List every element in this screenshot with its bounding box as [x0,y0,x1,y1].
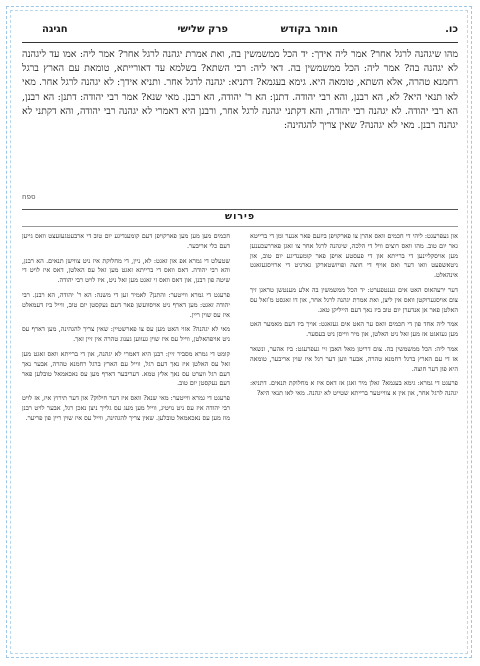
page-header [22,24,458,40]
commentary-paragraph: דער ירעהאוס האט אים גענטפערט: יד הכל ממשמשין בה אלע מענטשן טראגן זיך צום אויסגערוקטן וואס אין ליצן, ואת אמרת יגהנה לרגל אחר, און דו זאגסט מ'זאל עס האלטן פאר אן אנדערן יום טוב ביז נאך דעם הייליקן טאג. [250,285,458,314]
commentary-paragraph: קומט די גמרא מסביר זיין: רבנן היא דאמרי לא יגהנה, און די ברייתא וואס זאגט מען זאל עס האלטן איז נאך דעם רגל, ווייל עם הארץ ברגל רחמנא טהרה, אבער נאך דעם רגל ווערט עס נאך אלץ טמא. דעריבער דארף מען עס נאכאמאל טובלען פאר דעם נעקסטן יום טוב. [22,349,230,388]
perek-label: פרק שלישי [177,24,228,35]
mishnah-text: מהו שיגהנה לרגל אחר? אמר ליה אידך: יד הכל ממשמשין בה, ואת אמרת יגהנה לרגל אחר? אמר ליה: אמו עד ליגהנה לא יגהנה בה? אמר ליה: הכל ממשמשין בה. דאי ליה: רבי השתא? בשלמא עד דאורייתא, טומאת עם הארץ ברגל רחמנא טהרה, אלא השתא, טומאה היא. גימא בעגמא? דתניא: יגהנה לרגל אחר. ותניא אידך: לא יגהנה לרגל אחר. מאי לאו תנאי היא? לא, הא רבנן, והא רבי יהודה. דתנן: הא ר' יהודה, הא רבנן. מאי שנא? אמר רבי יהודה: דתנן: הא רבנן, הא רבי יהודה. לא יגהנה רבי יהודה, והא דקתני יגהנה לרגל אחר, ורבנן היא דאמרי לא יגהנה רבי יהודה, והא דקתני לא יגהנה רבנן. מאי לא יגהנה? שאין צריך להגהינה: [22,49,458,132]
tractate-name: חגיגה [42,24,68,35]
header-rule [22,42,458,43]
commentary-paragraph: שטעלט די גמרא אפ און זאגט: לא, ניין, די מחלוקת איז ניט צווישן תנאים. הא רבנן, והא רבי יהודה. דאס וואס די ברייתא זאגט מען זאל עס האלטן, דאס איז לויט די שיטה פון רבנן, און דאס וואס זי זאגט מען זאל ניט, איז לויט רבי יהודה. [22,256,230,285]
commentary-paragraph: פרעגט די גמרא ווייטער: והתנן? לאמיר זען די משנה: הא ר' יהודה, הא רבנן. רבי יהודה זאגט: מען דארף ניט אויסוועשן פאר דעם נעקסטן יום טוב, ווייל ביז דעמאלט איז עס שוין ריין. [22,290,230,319]
commentary-paragraph: אמר ליה אחד פון די חכמים וואס ער האט אים געזאגט: אויך ביז דעם מאמער האט מען געזאגט אז מען זאל ניט האלטן, און מיר ווייסן ניט בעסער. [250,320,458,339]
daf-number: כו. [445,24,458,35]
commentary-paragraph: אמר ליה: הכל ממשמשין בה. צום דריטן מאל האבן זיי געפרעגט: ביז אהער, ונשאר אז די עם הארץ ברגל רחמנא טהרה, אבער ווען דער רגל איז שוין אריבער, טומאה היא פון דער חוצה. [250,344,458,373]
commentary-paragraph: מאי לא יגהנה? אזוי האט מען עס צו פארשטיין: שאין צריך להגהינה, מען דארף עס ניט אויפהאלטן, ווייל עס איז שוין געווען גענוג טהרה אין זיין זאך. [22,325,230,344]
commentary-column-right [250,232,458,650]
commentary-paragraph: פרעגט די גמרא: גימא בעגמא? זאלן מיר זאגן אז דאס איז א מחלוקת תנאים. דתניא: יגהנה לרגל אחר, און אין א צווייטער ברייתא שטייט לא יגהנה. מאי לאו תנאי היא? [250,379,458,398]
commentary-paragraph: פרעגט די גמרא ווייטער: מאי שנא? וואס איז דער חילוק? און דער תירוץ איז, אז לויט רבי יהודה איז עס ניט נויטיג, ווייל מען מעג עס גלייך ניצן נאכן רגל, אבער לויט רבנן מוז מען עס נאכאמאל טובלען. שאין צריך להגהינה, ווייל עס איז שוין ריין פון פריער. [22,394,230,422]
commentary-title-rule [22,226,458,227]
commentary-column-left [22,232,230,650]
commentary-paragraph: און געפרעגט: ליהי די חכמים וואס אהרן צו פארקויפן ביזעם פאר אנער ומן די ברייטא גאר יום טוב. מהו וואס רוצים וויל די הלכה, שיגהנה לרגל אחר צו זאגן פאררעכענען מען אויסקליינען די ברייתא און די פעסטע אויפן פאר קומענדיגע יום טוב, און ניטאשפעט וואו דער ואס אויף די חוצה ופויזשטארקן גארניט די ארויסגעזאגט אינהאלט. [250,232,458,280]
chapter-title: חומר בקודש [280,24,338,35]
commentary-paragraph: חכמים מען מען מען פארקויפן דעם קומענדיגע יום טוב די ארבעטגעזעצט וואס גייען דעם כלי אריבער. [22,232,230,250]
commentary-title: פירוש [224,211,256,222]
section-divider [22,209,458,210]
mishnah-end-mark: ספח [22,193,36,201]
